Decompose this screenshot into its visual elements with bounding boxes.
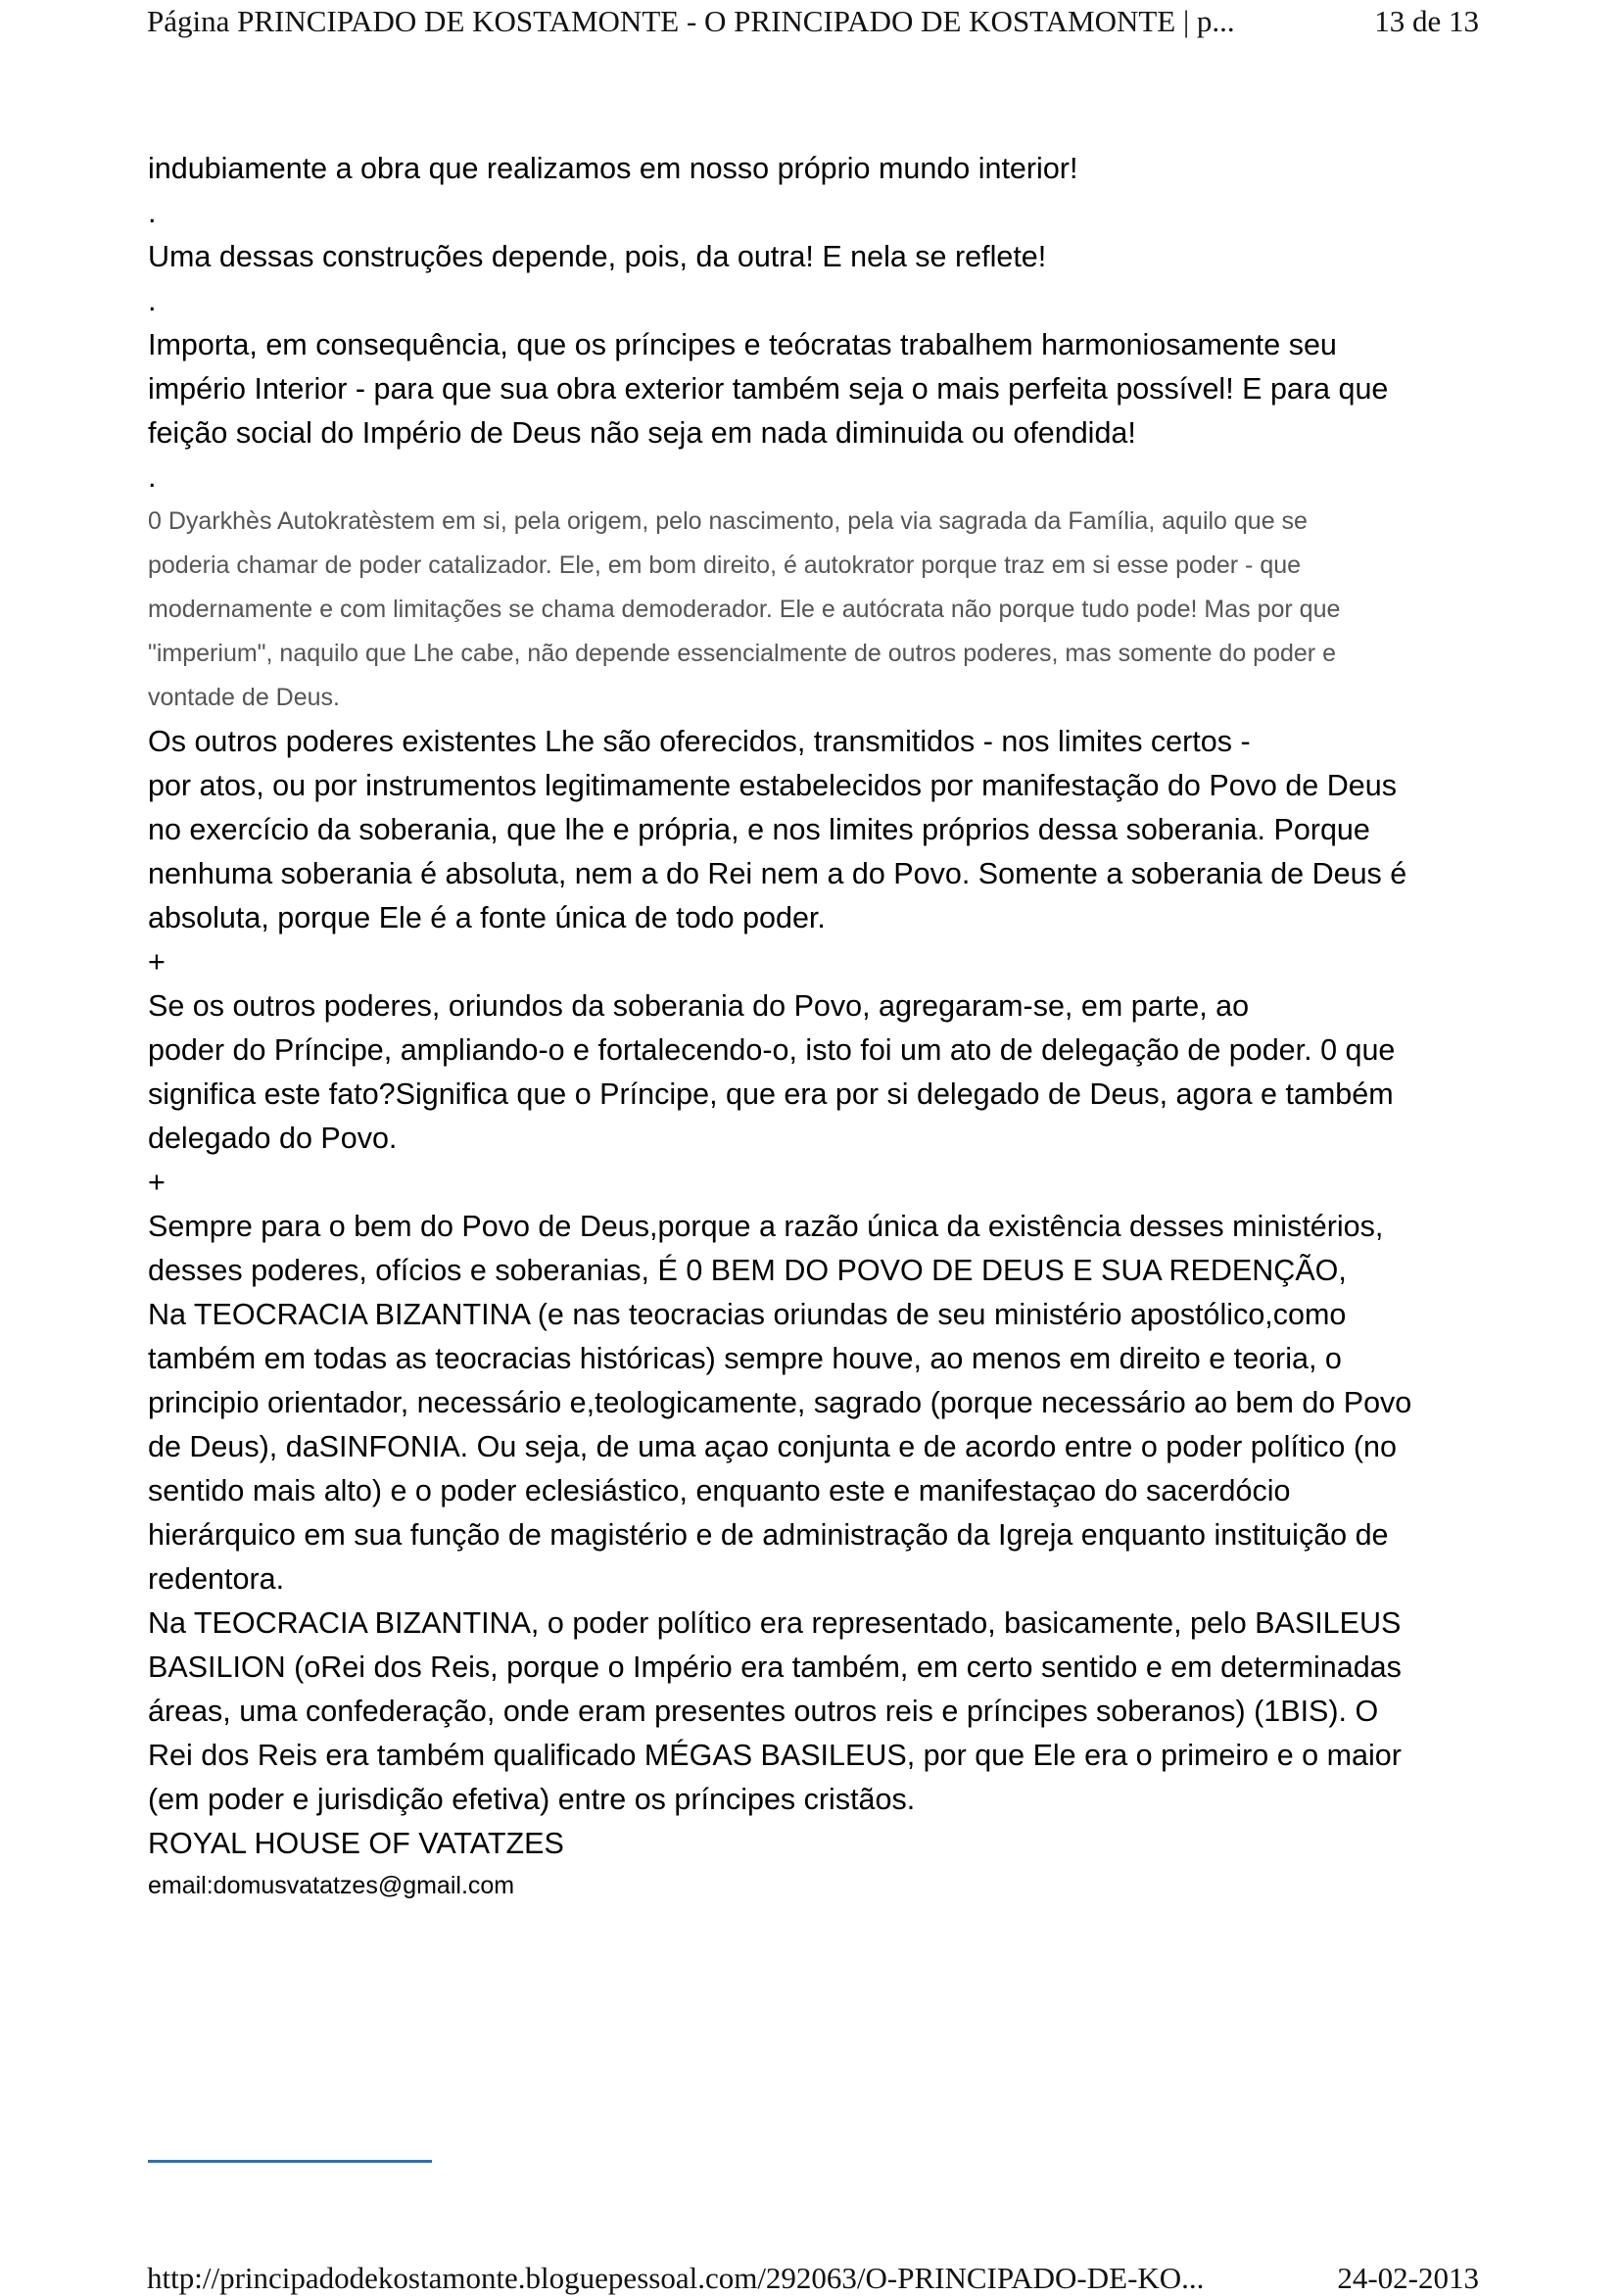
text-line: Na TEOCRACIA BIZANTINA, o poder político era representado, basicamente, pelo BASILEUS xyxy=(148,1606,1402,1640)
text-line: . xyxy=(148,196,157,229)
text-line: modernamente e com limitações se chama demoderador. Ele e autócrata não porque tudo pode! Mas por que xyxy=(148,596,1341,623)
footer-url: http://principadodekostamonte.bloguepessoal.com/292063/O-PRINCIPADO-DE-KO... xyxy=(147,2261,1205,2295)
text-line: 0 Dyarkhès Autokratèstem em si, pela origem, pelo nascimento, pela via sagrada da Família, aquilo que se xyxy=(148,507,1308,535)
text-line: Se os outros poderes, oriundos da soberania do Povo, agregaram-se, em parte, ao xyxy=(148,989,1250,1023)
page-footer xyxy=(147,2261,1479,2295)
text-line: delegado do Povo. xyxy=(148,1122,398,1155)
text-line: no exercício da soberania, que lhe e própria, e nos limites próprios dessa soberania. Porque xyxy=(148,813,1370,846)
text-line: absoluta, porque Ele é a fonte única de todo poder. xyxy=(148,901,826,934)
text-line: indubiamente a obra que realizamos em nosso próprio mundo interior! xyxy=(148,152,1078,185)
text-line: . xyxy=(148,460,157,494)
document-body xyxy=(148,147,1480,1905)
text-line: desses poderes, ofícios e soberanias, É 0 BEM DO POVO DE DEUS E SUA REDENÇÃO, xyxy=(148,1254,1347,1287)
text-line: poderia chamar de poder catalizador. Ele, em bom direito, é autokrator porque traz em si esse poder - que xyxy=(148,551,1302,579)
text-line: de Deus), daSINFONIA. Ou seja, de uma açao conjunta e de acordo entre o poder político (no xyxy=(148,1430,1397,1463)
text-line: nenhuma soberania é absoluta, nem a do Rei nem a do Povo. Somente a soberania de Deus é xyxy=(148,857,1407,890)
text-line: Uma dessas construções depende, pois, da outra! E nela se reflete! xyxy=(148,240,1047,273)
text-line: BASILION (oRei dos Reis, porque o Império era também, em certo sentido e em determinadas xyxy=(148,1650,1402,1684)
text-line: áreas, uma confederação, onde eram presentes outros reis e príncipes soberanos) (1BIS). O xyxy=(148,1695,1379,1728)
text-line: significa este fato?Significa que o Príncipe, que era por si delegado de Deus, agora e também xyxy=(148,1077,1394,1111)
contact-email: email:domusvatatzes@gmail.com xyxy=(148,1872,515,1899)
footnote-divider xyxy=(148,2160,432,2163)
text-line: poder do Príncipe, ampliando-o e fortalecendo-o, isto foi um ato de delegação de poder. 0 que xyxy=(148,1033,1396,1067)
text-line: + xyxy=(148,1166,166,1199)
text-line: + xyxy=(148,945,166,979)
page-header xyxy=(147,4,1479,43)
text-line: redentora. xyxy=(148,1562,285,1596)
text-line: império Interior - para que sua obra exterior também seja o mais perfeita possível! E para que xyxy=(148,372,1389,406)
text-line: ROYAL HOUSE OF VATATZES xyxy=(148,1827,564,1860)
header-page-count: 13 de 13 xyxy=(1374,4,1479,38)
text-line: Os outros poderes existentes Lhe são oferecidos, transmitidos - nos limites certos - xyxy=(148,725,1251,758)
text-line: . xyxy=(148,284,157,317)
text-line: (em poder e jurisdição efetiva) entre os príncipes cristãos. xyxy=(148,1783,916,1816)
text-line: Importa, em consequência, que os príncipes e teócratas trabalhem harmoniosamente seu xyxy=(148,328,1337,361)
text-line: feição social do Império de Deus não seja em nada diminuida ou ofendida! xyxy=(148,416,1136,450)
text-line: vontade de Deus. xyxy=(148,684,340,711)
text-line: principio orientador, necessário e,teologicamente, sagrado (porque necessário ao bem do Povo xyxy=(148,1386,1412,1419)
header-title: Página PRINCIPADO DE KOSTAMONTE - O PRINCIPADO DE KOSTAMONTE | p... xyxy=(147,4,1235,38)
text-line: Sempre para o bem do Povo de Deus,porque a razão única da existência desses ministérios, xyxy=(148,1210,1384,1243)
text-line: Rei dos Reis era também qualificado MÉGAS BASILEUS, por que Ele era o primeiro e o maior xyxy=(148,1739,1402,1772)
text-line: "imperium", naquilo que Lhe cabe, não depende essencialmente de outros poderes, mas somente do poder e xyxy=(148,640,1336,667)
text-line: por atos, ou por instrumentos legitimamente estabelecidos por manifestação do Povo de Deus xyxy=(148,769,1397,802)
footer-date: 24-02-2013 xyxy=(1337,2261,1479,2295)
text-line: Na TEOCRACIA BIZANTINA (e nas teocracias oriundas de seu ministério apostólico,como xyxy=(148,1298,1347,1331)
text-line: sentido mais alto) e o poder eclesiástico, enquanto este e manifestaçao do sacerdócio xyxy=(148,1474,1291,1507)
text-line: também em todas as teocracias históricas) sempre houve, ao menos em direito e teoria, o xyxy=(148,1342,1342,1375)
text-line: hierárquico em sua função de magistério e de administração da Igreja enquanto instituição de xyxy=(148,1518,1389,1552)
